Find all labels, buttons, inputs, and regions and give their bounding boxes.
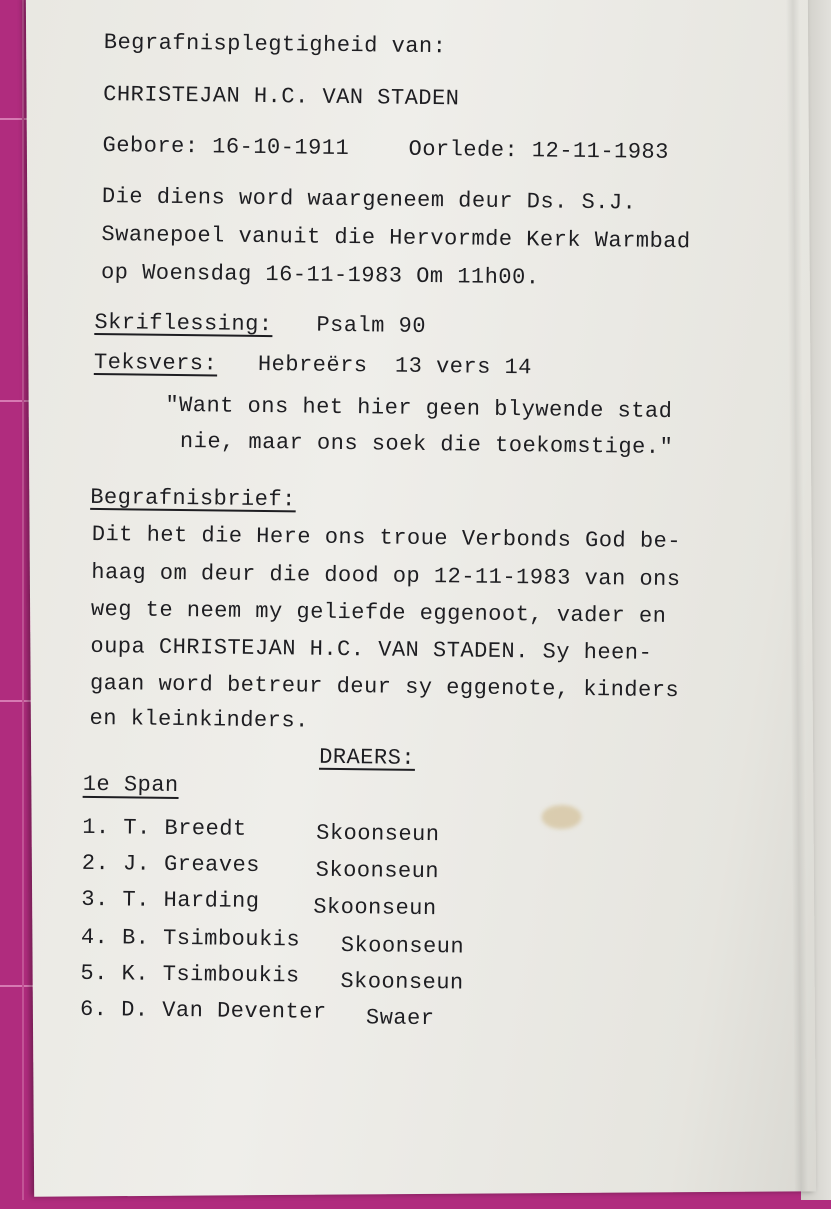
bearer-relation: Skoonseun <box>316 820 440 848</box>
service-line: Die diens word waargeneem deur Ds. S.J. <box>101 184 637 216</box>
bearer-name: 4. B. Tsimboukis <box>80 924 301 953</box>
heading: Begrafnisplegtigheid van: <box>103 30 447 60</box>
bearer-name: 3. T. Harding <box>81 886 260 915</box>
letter-line: weg te neem my geliefde eggenoot, vader en <box>90 596 667 629</box>
text-verse-value: Hebreërs 13 vers 14 <box>257 351 533 381</box>
scripture-label: Skriflessing: <box>94 309 273 338</box>
letter-label: Begrafnisbrief: <box>90 484 296 513</box>
bearers-group-label: 1e Span <box>82 771 179 799</box>
letter-line: haag om deur die dood op 12-11-1983 van ons <box>91 559 681 593</box>
scripture-value: Psalm 90 <box>316 312 427 340</box>
quote-line: "Want ons het hier geen blywende stad <box>165 392 673 425</box>
bearer-relation: Skoonseun <box>313 894 437 922</box>
bearer-name: 1. T. Breedt <box>82 814 247 842</box>
bearer-relation: Skoonseun <box>340 969 464 996</box>
birth-date: Gebore: 16-10-1911 <box>102 133 350 162</box>
letter-line: oupa CHRISTEJAN H.C. VAN STADEN. Sy heen- <box>90 633 653 666</box>
bearers-title: DRAERS: <box>318 744 416 771</box>
service-line: op Woensdag 16-11-1983 Om 11h00. <box>100 260 540 291</box>
text-verse-label: Teksvers: <box>93 349 218 377</box>
bearer-relation: Swaer <box>365 1005 435 1032</box>
quote-line: nie, maar ons soek die toekomstige." <box>179 429 674 461</box>
bearer-name: 2. J. Greaves <box>81 850 261 879</box>
letter-line: Dit het die Here ons troue Verbonds God be- <box>91 521 682 555</box>
bearer-name: 5. K. Tsimboukis <box>80 960 300 989</box>
letter-line: en kleinkinders. <box>89 705 309 734</box>
letter-line: gaan word betreur deur sy eggenote, kinders <box>89 670 680 704</box>
service-line: Swanepoel vanuit die Hervormde Kerk Warmbad <box>101 222 691 255</box>
deceased-name: CHRISTEJAN H.C. VAN STADEN <box>103 82 460 112</box>
bearer-relation: Skoonseun <box>315 857 440 885</box>
bearer-name: 6. D. Van Deventer <box>79 996 327 1025</box>
bearer-relation: Skoonseun <box>340 933 465 960</box>
death-date: Oorlede: 12-11-1983 <box>408 136 670 165</box>
